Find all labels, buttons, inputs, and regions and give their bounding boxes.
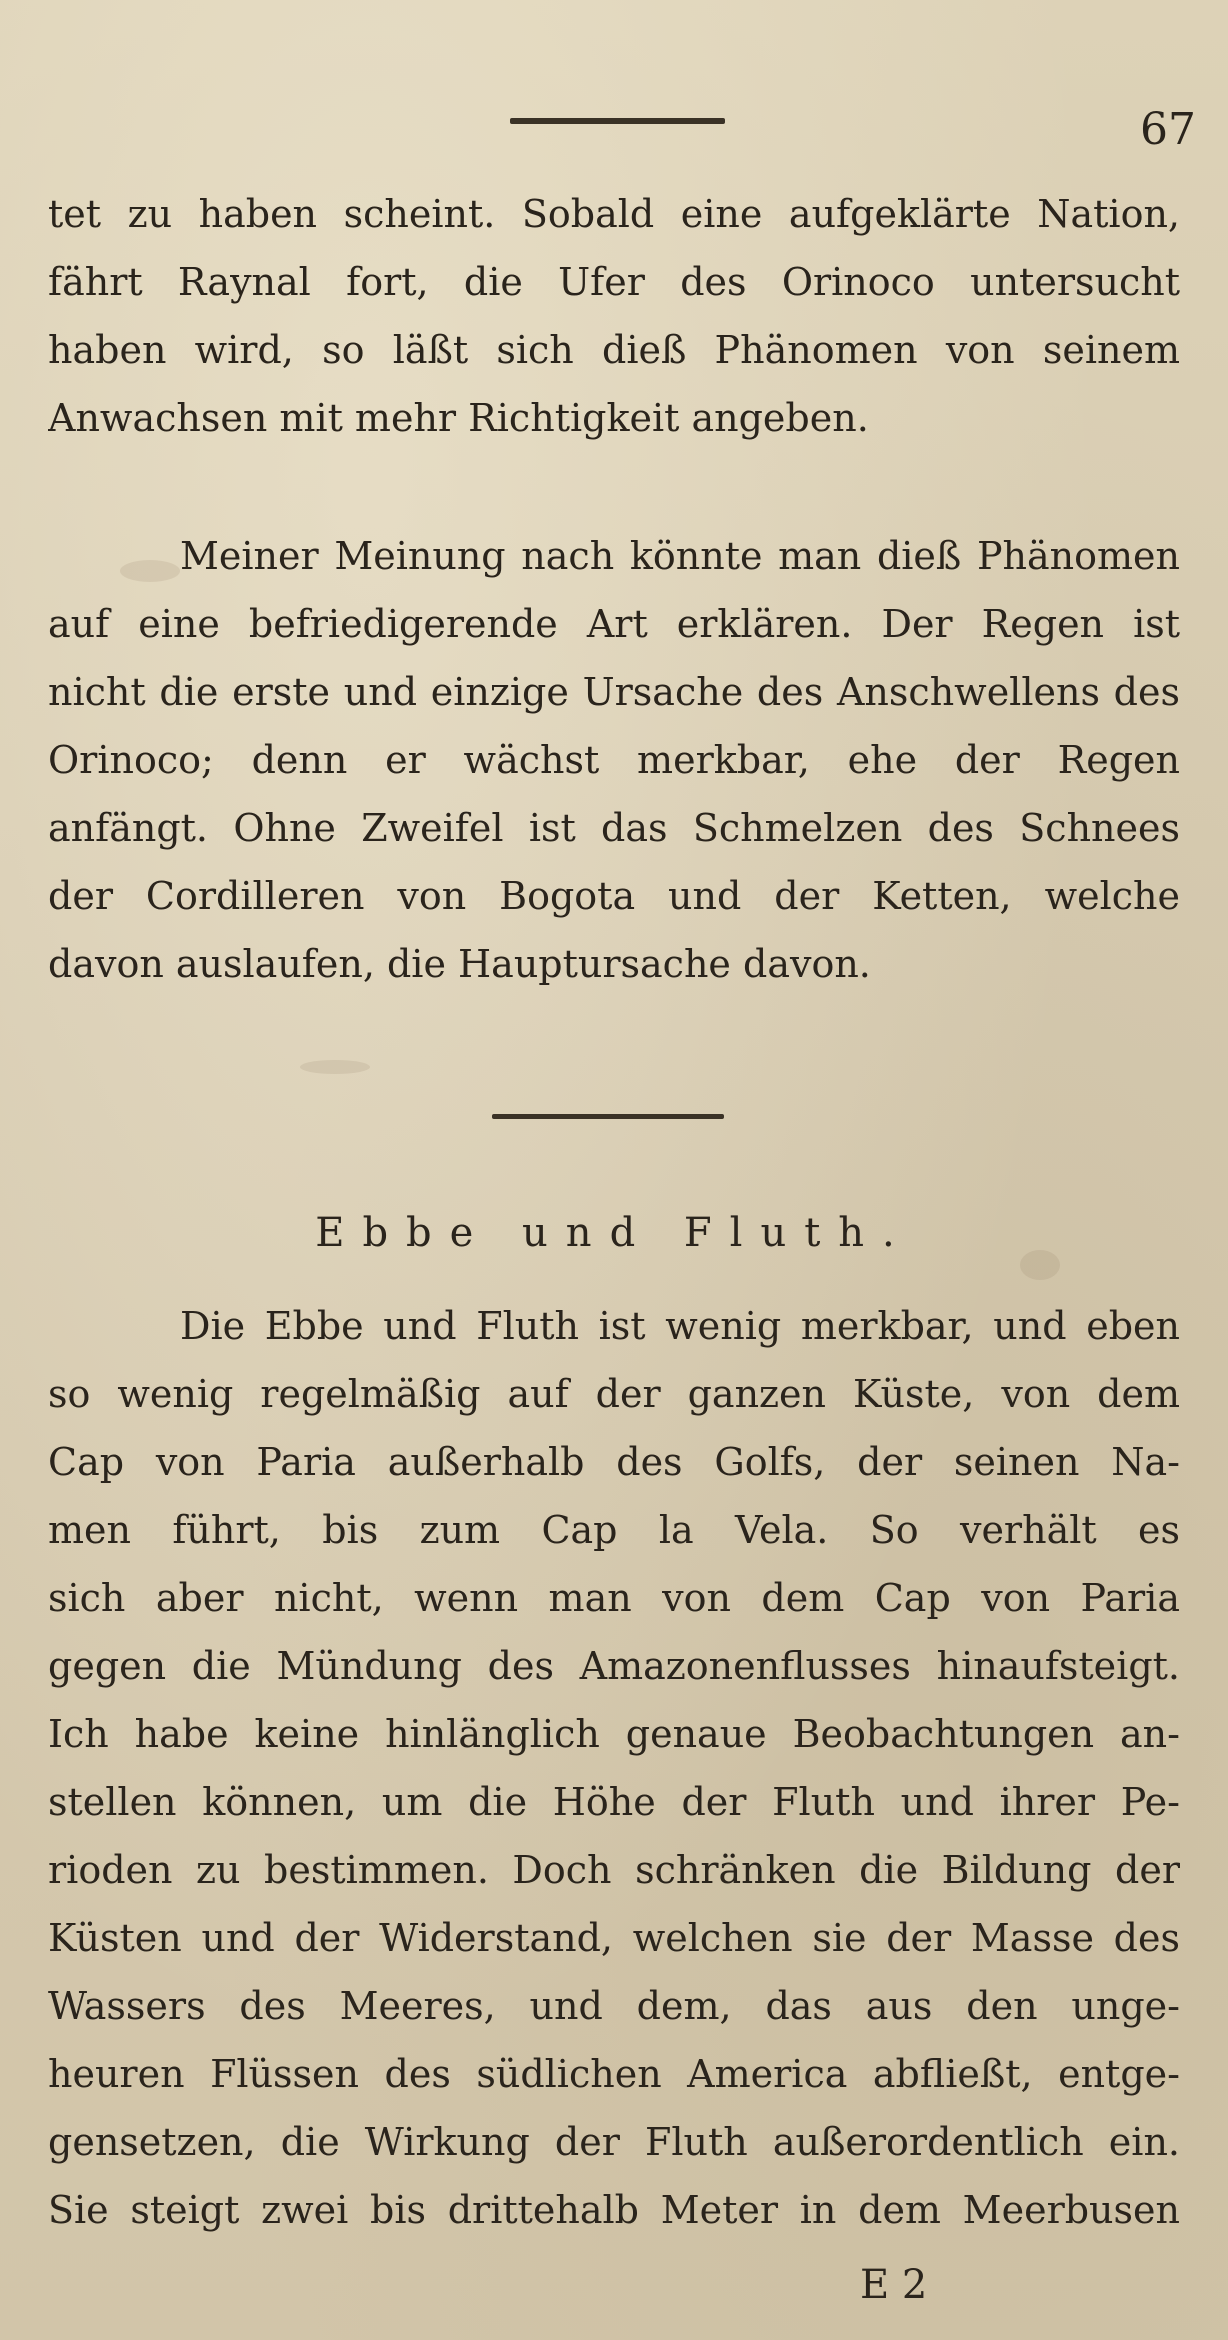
text-line: rioden zu bestimmen. Doch schränken die Bildung der xyxy=(48,1848,1180,1892)
header-rule xyxy=(510,118,725,124)
text-line: gegen die Mündung des Amazonenflusses hinaufsteigt. xyxy=(48,1644,1180,1688)
page-number: 67 xyxy=(1140,104,1196,155)
text-line: Sie steigt zwei bis drittehalb Meter in dem Meerbusen xyxy=(48,2188,1180,2232)
text-line: tet zu haben scheint. Sobald eine aufgeklärte Nation, xyxy=(48,192,1180,236)
text-line: Küsten und der Widerstand, welchen sie der Masse des xyxy=(48,1916,1180,1960)
paragraph-2 xyxy=(48,522,1180,998)
paper-stain xyxy=(300,1060,370,1074)
text-line: sich aber nicht, wenn man von dem Cap von Paria xyxy=(48,1576,1180,1620)
text-line: Cap von Paria außerhalb des Golfs, der seinen Na- xyxy=(48,1440,1180,1484)
text-line: der Cordilleren von Bogota und der Ketten, welche xyxy=(48,874,1180,918)
text-line: gensetzen, die Wirkung der Fluth außerordentlich ein. xyxy=(48,2120,1180,2164)
text-line: Wassers des Meeres, und dem, das aus den unge- xyxy=(48,1984,1180,2028)
text-line: men führt, bis zum Cap la Vela. So verhält es xyxy=(48,1508,1180,1552)
text-line: auf eine befriedigerende Art erklären. Der Regen ist xyxy=(48,602,1180,646)
signature-mark: E 2 xyxy=(860,2262,928,2308)
section-heading: Ebbe und Fluth. xyxy=(315,1210,913,1256)
text-line: davon auslaufen, die Hauptursache davon. xyxy=(48,942,871,986)
section-divider xyxy=(492,1114,724,1119)
text-line: Orinoco; denn er wächst merkbar, ehe der Regen xyxy=(48,738,1180,782)
text-line: Anwachsen mit mehr Richtigkeit angeben. xyxy=(48,396,869,440)
text-line: heuren Flüssen des südlichen America abfließt, entge- xyxy=(48,2052,1180,2096)
text-line: haben wird, so läßt sich dieß Phänomen von seinem xyxy=(48,328,1180,372)
text-line: Die Ebbe und Fluth ist wenig merkbar, und eben xyxy=(180,1304,1180,1348)
text-line: anfängt. Ohne Zweifel ist das Schmelzen des Schnees xyxy=(48,806,1180,850)
text-line: fährt Raynal fort, die Ufer des Orinoco untersucht xyxy=(48,260,1180,304)
text-line: nicht die erste und einzige Ursache des Anschwellens des xyxy=(48,670,1180,714)
text-line: Meiner Meinung nach könnte man dieß Phänomen xyxy=(180,534,1180,578)
paragraph-1 xyxy=(48,180,1180,452)
text-line: stellen können, um die Höhe der Fluth und ihrer Pe- xyxy=(48,1780,1180,1824)
text-line: so wenig regelmäßig auf der ganzen Küste, von dem xyxy=(48,1372,1180,1416)
text-line: Ich habe keine hinlänglich genaue Beobachtungen an- xyxy=(48,1712,1180,1756)
paragraph-3 xyxy=(48,1292,1180,2244)
